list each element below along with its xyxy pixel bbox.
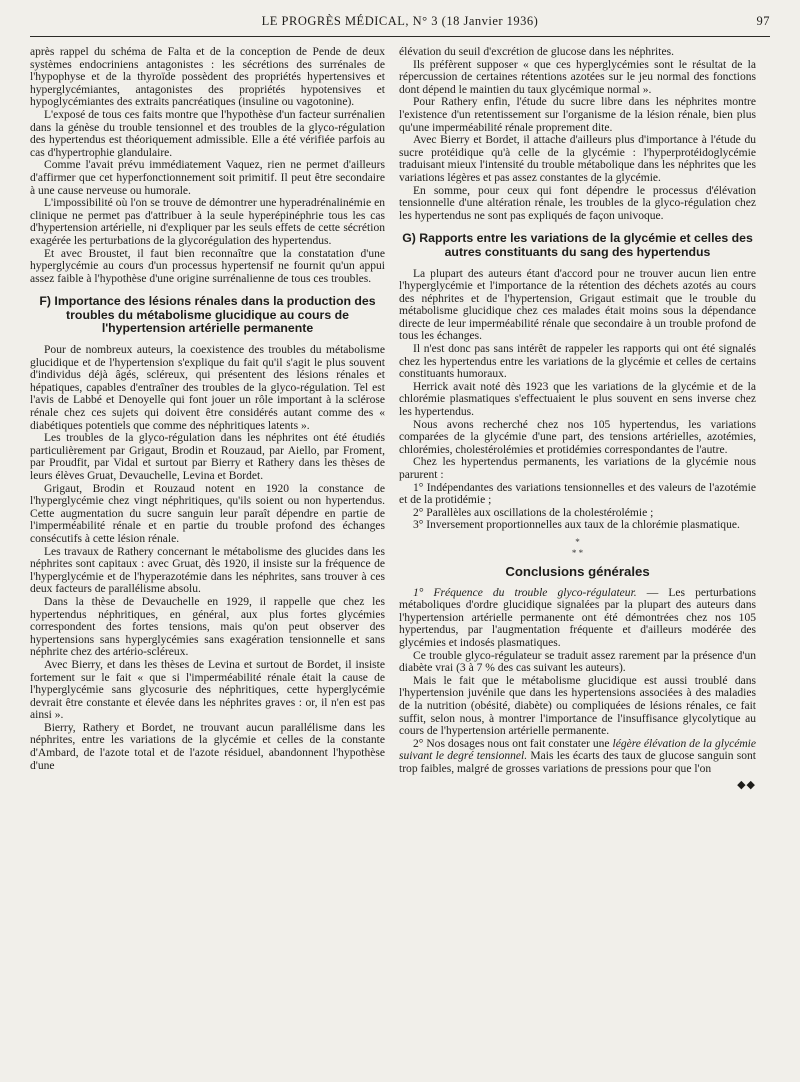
paragraph: La plupart des auteurs étant d'accord pour ne trouver aucun lien entre l'hyperglycémie et l'importance de la rétention des déchets azotés au cours des néphrites et de l'hypertension, Grigaut estimait que le trouble du métabolisme glucidique chez ces malades était moins sous la dépendance directe de leur imperméabilité rénale que secondaire à un trouble profond de tous les échanges. bbox=[399, 267, 756, 343]
paragraph: Avec Bierry et Bordet, il attache d'ailleurs plus d'importance à l'étude du sucre protéidique qu'à celle de la glycémie : l'hyperprotéidoglycémie traduisant mieux l'intensité du trouble métabolique dans les néphrites que les variations légères et pas assez constantes de la glycémie. bbox=[399, 134, 756, 184]
paragraph: Herrick avait noté dès 1923 que les variations de la glycémie et de la chlorémie plasmatiques s'effectuaient le plus souvent en sens inverse chez les hypertendus. bbox=[399, 380, 756, 419]
end-ornament: ◆◆ bbox=[737, 779, 756, 792]
right-column bbox=[399, 46, 756, 792]
paragraph: Les troubles de la glyco-régulation dans les néphrites ont été étudiés particulièrement par Grigaut, Brodin et Rouzaud, par Aiello, par Froment, par Proudfit, par Vidal et surtout par Bierry et Rathery dans les thèses de leurs élèves Gruat, Devauchelle, Levina et Bordet. bbox=[30, 432, 385, 482]
header-rule bbox=[30, 36, 770, 37]
paragraph: Bierry, Rathery et Bordet, ne trouvant aucun parallélisme dans les néphrites, entre les variations de la glycémie et celles de la constante d'Ambard, de l'azote total et de l'azote résiduel, abandonnent l'hypothèse d'une bbox=[30, 721, 385, 772]
paragraph: L'impossibilité où l'on se trouve de démontrer une hyperadrénalinémie en clinique ne permet pas d'attribuer à la seule hyperépinéphrie tous les cas d'hypertension artérielle, ni d'expliquer par les seuls effets de cette sécrétion exagérée les perturbations de la glycorégulation des hypertendus. bbox=[30, 197, 385, 247]
paragraph: Les travaux de Rathery concernant le métabolisme des glucides dans les néphrites sont capitaux : avec Gruat, dès 1920, il insiste sur la fréquence de l'hyperglycémie et de l'hyperazotémie dans les néphrites, sans trouver à ces deux facteurs de parallélisme absolu. bbox=[30, 545, 385, 596]
conclusion-text: Mais les écarts des taux de glucose sanguin sont trop faibles, malgré de grosses variations de pressions pour que l'on bbox=[399, 750, 756, 775]
separator-stars: * * bbox=[571, 547, 584, 558]
paragraph: Nous avons recherché chez nos 105 hypertendus, les variations comparées de la glycémie d'une part, des tensions artérielles, azotémies, chlorémies, cholestérolémies et protidémies correspondantes de l'autre. bbox=[399, 418, 756, 456]
conclusion-text: 2° Nos dosages nous ont fait constater une bbox=[413, 737, 613, 750]
separator-star: * bbox=[575, 536, 580, 547]
running-head bbox=[30, 14, 770, 36]
paragraph: Pour de nombreux auteurs, la coexistence des troubles du métabolisme glucidique et de l'hypertension s'explique du fait qu'il s'agit le plus souvent d'individus déjà âgés, scléreux, qui présentent des lésions rénales et hépatiques, capables d'entraîner des troubles de la glyco-régulation. Tel est l'avis de Labbé et Denoyelle qui font jouer un rôle important à la sclérose rénale chez ces sujets qui doivent être considérés autant comme des « diabétiques potentiels que comme des néphritiques latents ». bbox=[30, 344, 385, 432]
list-item: 1° Indépendantes des variations tensionnelles et des valeurs de l'azotémie et de la protidémie ; bbox=[399, 481, 756, 507]
paragraph bbox=[399, 738, 756, 776]
paragraph: L'exposé de tous ces faits montre que l'hypothèse d'un facteur surrénalien dans la génèse du trouble tensionnel et des troubles de la glyco-régulation des hypertendus est théoriquement admissible. Elle a été vérifiée parfois au cas d'hypertrophie glandulaire. bbox=[30, 108, 385, 159]
conclusion-text: — Les perturbations métaboliques d'ordre glucidique signalées par la plupart des auteurs dans l'hypertension artérielle permanente ont été démontrées chez nos 105 hypertendus, par l'augmentation fréquente et d'ailleurs modérée des glycémies et indosés plasmatiques. bbox=[399, 586, 756, 649]
paragraph: En somme, pour ceux qui font dépendre le processus d'élévation tensionnelle d'une altération rénale, les troubles de la glyco-régulation chez les hypertendus ne sont pas expliqués de façon univoque. bbox=[399, 184, 756, 222]
paragraph: Chez les hypertendus permanents, les variations de la glycémie nous parurent : bbox=[399, 456, 756, 481]
page-number: 97 bbox=[756, 14, 770, 28]
paragraph: Dans la thèse de Devauchelle en 1929, il rappelle que chez les hypertendus néphritiques, en général, aux plus fortes glycémies correspondent des fortes tensions, mais qu'on peut observer des hypertensions sans hyperglycémies sans exagération tensionnelle et sans néphrite chez des artério-scléreux. bbox=[30, 595, 385, 659]
paragraph: Comme l'avait prévu immédiatement Vaquez, rien ne permet d'ailleurs d'affirmer que cet hyperfonctionnement soit primitif. Il peut être secondaire à une cause nerveuse ou humorale. bbox=[30, 159, 385, 197]
journal-title: LE PROGRÈS MÉDICAL, N° 3 (18 Janvier 1936) bbox=[261, 14, 539, 28]
list-item: 3° Inversement proportionnelles aux taux de la chlorémie plasmatique. bbox=[413, 519, 740, 532]
conclusion-emphasis: légère élévation de la glycémie suivant le degré tensionnel. bbox=[399, 737, 756, 763]
list-item: 2° Parallèles aux oscillations de la cholestérolémie ; bbox=[413, 506, 654, 519]
section-separator bbox=[399, 537, 756, 559]
conclusions-heading: Conclusions générales bbox=[505, 563, 650, 579]
paragraph: Et avec Broustet, il faut bien reconnaître que la constatation d'une hyperglycémie au cours d'un processus hypertensif ne fournit qu'un appui assez faible à l'hypothèse d'une origine surrénalienne de tous ces troubles. bbox=[30, 247, 385, 285]
paragraph: Mais le fait que le métabolisme glucidique est aussi troublé dans l'hypertension juvénile que dans les hypertensions associées à des maladies de la nutrition (obésité, diabète) ou compliquées de lésions rénales, ce fait suffit, selon nous, à montrer l'importance de l'insuffisance glycolytique au cours de l'hypertension artérielle permanente. bbox=[399, 674, 756, 738]
paragraph: après rappel du schéma de Falta et de la conception de Pende de deux systèmes endocriniens antagonistes : les sécrétions des surrénales de l'hypophyse et de la thyroïde possèdent des propriétés hypertensives et hyperglycémiantes, antagonistes des propriétés hypotensives et hypoglycémiantes des extraits pancréatiques (insuline ou vagotonine). bbox=[30, 46, 385, 109]
conclusion-label: 1° Fréquence du trouble glyco-régulateur. bbox=[413, 586, 637, 599]
paragraph: Il n'est donc pas sans intérêt de rappeler les rapports qui ont été signalés chez les hypertendus entre les variations de la glycémie et celles de certains constituants humoraux. bbox=[399, 343, 756, 381]
paragraph: Avec Bierry, et dans les thèses de Levina et surtout de Bordet, il insiste fortement sur le fait « que si l'imperméabilité rénale était la cause de l'hyperglycémie sans glycosurie des néphritiques, cette hyperglycémie devrait être constante et élevée dans les néphrites graves : or, il n'en est pas ainsi ». bbox=[30, 658, 385, 722]
paragraph: Grigaut, Brodin et Rouzaud notent en 1920 la constance de l'hyperglycémie chez vingt néphritiques, qu'ils soient ou non hypertendus. Cette augmentation du sucre sanguin leur paraît dépendre en partie de l'imperméabilité rénale et en partie du trouble profond des échanges consécutifs à cette lésion rénale. bbox=[30, 482, 385, 545]
paragraph: Ce trouble glyco-régulateur se traduit assez rarement par la présence d'un diabète vrai (3 à 7 % des cas suivant les auteurs). bbox=[399, 649, 756, 675]
section-heading-g: G) Rapports entre les variations de la glycémie et celles des autres constituants du sang des hypertendus bbox=[402, 231, 753, 259]
paragraph: élévation du seuil d'excrétion de glucose dans les néphrites. bbox=[399, 46, 674, 58]
section-heading-f: F) Importance des lésions rénales dans la production des troubles du métabolisme glucidique au cours de l'hypertension artérielle permanente bbox=[39, 294, 376, 336]
paragraph: Ils préfèrent supposer « que ces hyperglycémies sont le résultat de la répercussion de certaines rétentions azotées sur le jeu normal des fonctions dont dépend le maintien du taux glycémique normal ». bbox=[399, 58, 756, 96]
left-column bbox=[30, 46, 385, 772]
paragraph: Pour Rathery enfin, l'étude du sucre libre dans les néphrites montre l'existence d'un retentissement sur l'organisme de la lésion rénale, bien plus qu'une imperméabilité rénale proprement dite. bbox=[399, 96, 756, 134]
paragraph bbox=[399, 587, 756, 650]
